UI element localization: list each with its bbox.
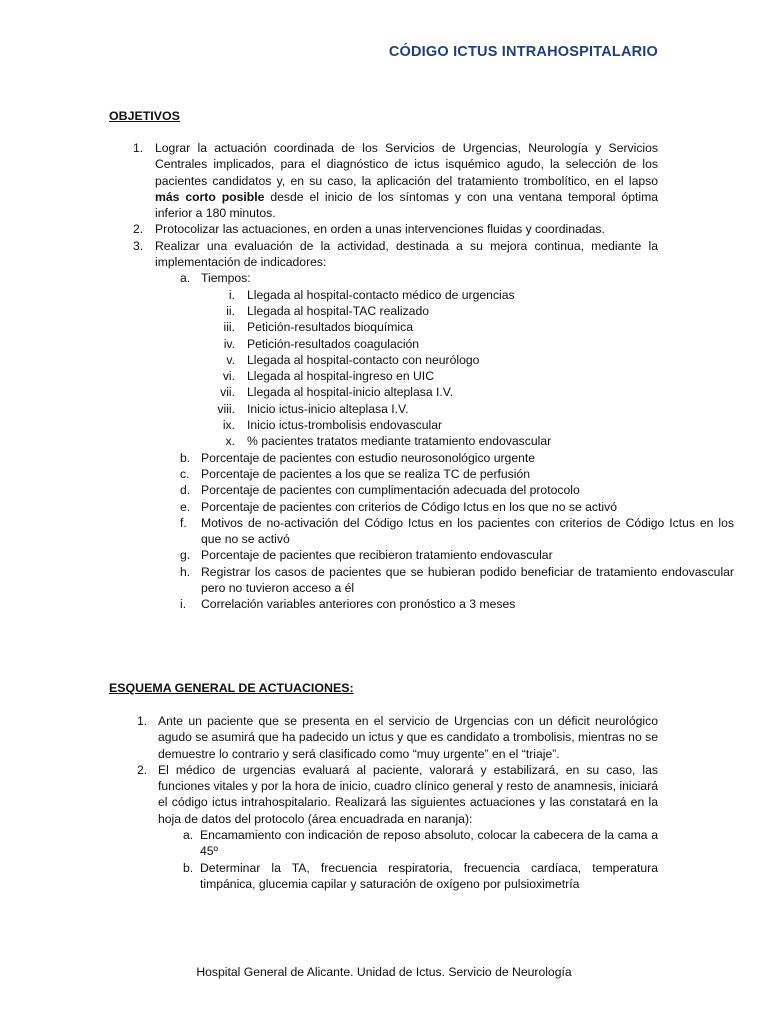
objetivo-text-part: Lograr la actuación coordinada de los Servicios de Urgencias, Neurología y Servicios Centrales implicados, para el diagnóstico de ictus isquémico agudo, la selección de los pacientes candidatos y, en su caso, la aplicación del tratamiento trombolítico, en el lapso <box>155 141 658 188</box>
indicador-item <box>180 499 734 515</box>
indicador-text: Registrar los casos de pacientes que se hubieran podido beneficiar de tratamiento endovascular pero no tuvieron acceso a él <box>201 564 734 596</box>
esquema-text: Ante un paciente que se presenta en el servicio de Urgencias con un déficit neurológico agudo se asumirá que ha padecido un ictus y que es candidato a trombolisis, mientras no se demuestre lo contrario y será clasificado como “muy urgente” en el “triaje”. <box>158 714 658 761</box>
objetivo-item-3 <box>133 238 658 271</box>
document-title: CÓDIGO ICTUS INTRAHOSPITALARIO <box>388 44 658 60</box>
esquema-heading: ESQUEMA GENERAL DE ACTUACIONES: <box>109 681 354 695</box>
objetivo-number: 1. <box>133 141 144 155</box>
indicador-text: Porcentaje de pacientes con estudio neurosonológico urgente <box>201 450 536 465</box>
objetivo-text-part: desde el inicio de los síntomas y con una ventana temporal óptima inferior a 180 minutos. <box>155 189 658 221</box>
indicador-item <box>180 466 734 482</box>
indicador-text: Porcentaje de pacientes a los que se realiza TC de perfusión <box>201 466 531 481</box>
tiempo-number: viii. <box>217 401 235 416</box>
tiempo-number: vii. <box>220 385 235 400</box>
tiempo-number: ix. <box>222 418 235 433</box>
indicador-item <box>180 515 734 548</box>
objetivo-text <box>155 140 658 221</box>
objetivo-text-bold: más corto posible <box>155 189 265 204</box>
indicador-letter: a. <box>180 271 191 286</box>
esquema-item-2 <box>137 762 658 827</box>
esquema-text: El médico de urgencias evaluará al paciente, valorará y estabilizará, en su caso, las funciones vitales y por la hora de inicio, cuadro clínico general y resto de anamnesis, iniciará el código ictus intrahospitalario. Realizará las siguientes actuaciones y las constatará en la hoja de datos del protocolo (área encuadrada en naranja): <box>158 762 658 826</box>
tiempo-text: Petición-resultados bioquímica <box>247 320 413 335</box>
indicador-text: Motivos de no-activación del Código Ictus en los pacientes con criterios de Código Ictus en los que no se activó <box>201 515 734 547</box>
tiempo-text: % pacientes tratatos mediante tratamiento endovascular <box>247 434 552 449</box>
indicador-letter: d. <box>180 483 191 498</box>
objetivos-list <box>0 140 734 613</box>
indicador-text: Correlación variables anteriores con pronóstico a 3 meses <box>201 597 516 612</box>
tiempo-text: Llegada al hospital-inicio alteplasa I.V. <box>247 385 454 400</box>
tiempo-number: ii. <box>226 303 235 318</box>
indicador-item <box>180 450 734 466</box>
tiempo-number: i. <box>228 287 235 302</box>
indicador-letter: g. <box>180 548 191 563</box>
esquema-subtext: Determinar la TA, frecuencia respiratoria, frecuencia cardíaca, temperatura timpánica, glucemia capilar y saturación de oxígeno por pulsioximetría <box>200 860 658 891</box>
tiempo-text: Llegada al hospital-ingreso en UIC <box>247 369 434 384</box>
tiempo-number: x. <box>225 434 235 449</box>
indicador-item <box>180 482 734 498</box>
tiempo-text: Petición-resultados coagulación <box>247 336 420 351</box>
tiempo-item <box>223 336 667 352</box>
tiempo-item <box>223 319 667 335</box>
esquema-item-1 <box>137 713 658 762</box>
objetivo-text: Realizar una evaluación de la actividad, destinada a su mejora continua, mediante la implementación de indicadores: <box>155 238 658 270</box>
tiempo-text: Llegada al hospital-TAC realizado <box>247 303 430 318</box>
objetivos-heading: OBJETIVOS <box>109 109 180 123</box>
tiempo-item <box>225 433 667 449</box>
objetivo-text: Protocolizar las actuaciones, en orden a unas intervenciones fluidas y coordinadas. <box>155 222 605 237</box>
esquema-number: 2. <box>137 762 148 777</box>
tiempo-item <box>226 352 667 368</box>
indicador-letter: f. <box>180 515 187 530</box>
tiempo-item <box>217 401 667 417</box>
indicador-item-a <box>180 270 734 286</box>
tiempo-text: Inicio ictus-trombolisis endovascular <box>247 418 443 433</box>
tiempo-item <box>222 368 667 384</box>
indicador-item <box>180 564 734 597</box>
indicador-text: Porcentaje de pacientes con cumplimentación adecuada del protocolo <box>201 483 580 498</box>
page-footer: Hospital General de Alicante. Unidad de Ictus. Servicio de Neurología <box>196 965 572 979</box>
indicador-text: Tiempos: <box>201 271 251 286</box>
esquema-subitem-b <box>183 860 658 893</box>
indicador-letter: c. <box>180 466 190 481</box>
indicador-letter: i. <box>180 597 187 612</box>
esquema-subitem-a <box>183 827 658 860</box>
tiempo-number: v. <box>226 352 235 367</box>
indicador-letter: b. <box>180 450 191 465</box>
indicador-text: Porcentaje de pacientes que recibieron tratamiento endovascular <box>201 548 553 563</box>
tiempo-item <box>226 303 667 319</box>
indicador-item <box>180 596 734 612</box>
tiempo-item <box>228 287 667 303</box>
indicadores-list <box>0 450 734 613</box>
esquema-subtext: Encamamiento con indicación de reposo absoluto, colocar la cabecera de la cama a 45º <box>200 828 658 859</box>
tiempos-list <box>0 287 658 450</box>
tiempo-number: iii. <box>223 320 235 335</box>
esquema-list <box>0 713 658 892</box>
objetivo-item-1 <box>133 140 658 221</box>
objetivo-item-2 <box>133 221 658 237</box>
esquema-number: 1. <box>137 714 148 728</box>
indicador-letter: h. <box>180 564 191 579</box>
tiempo-number: iv. <box>223 336 235 351</box>
tiempo-item <box>222 417 667 433</box>
esquema-letter: a. <box>183 828 194 843</box>
tiempo-number: vi. <box>222 369 235 384</box>
indicador-letter: e. <box>180 499 191 514</box>
tiempo-text: Llegada al hospital-contacto médico de urgencias <box>247 287 515 302</box>
indicador-item <box>180 547 734 563</box>
esquema-letter: b. <box>183 860 194 875</box>
indicador-text: Porcentaje de pacientes con criterios de Código Ictus en los que no se activó <box>201 499 617 514</box>
tiempo-text: Llegada al hospital-contacto con neurólogo <box>247 352 480 367</box>
tiempo-text: Inicio ictus-inicio alteplasa I.V. <box>247 401 409 416</box>
objetivo-number: 2. <box>133 222 144 237</box>
objetivo-number: 3. <box>133 238 144 253</box>
tiempo-item <box>220 384 667 400</box>
